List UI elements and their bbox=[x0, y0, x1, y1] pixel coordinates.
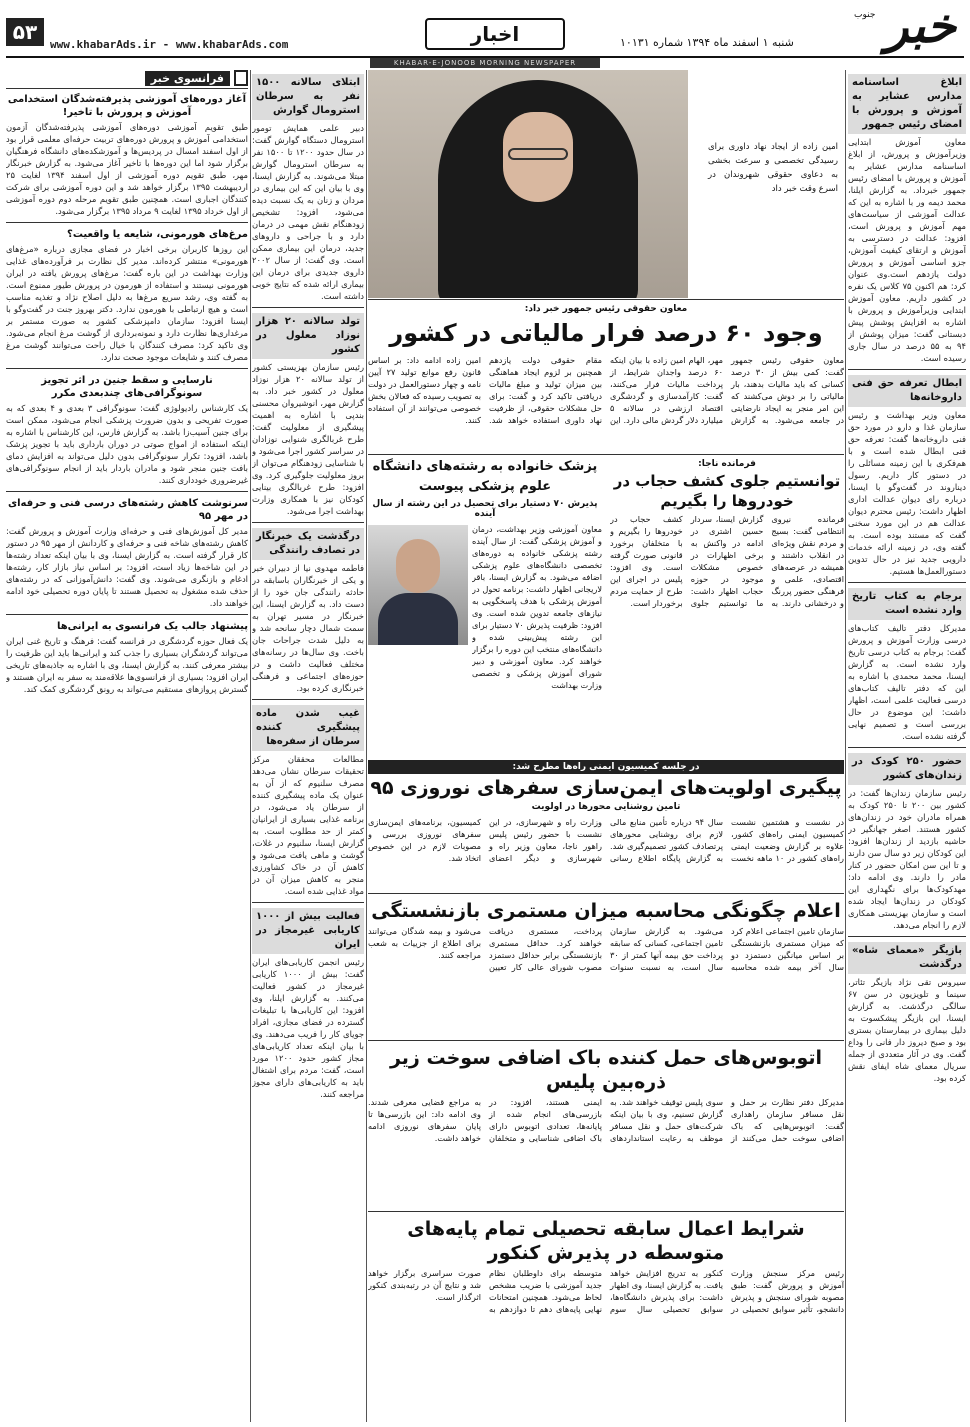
article-body: طبق تقویم آموزشی دوره‌های آموزشی پذیرفته‌شدگان آزمون استخدامی آموزش و پرورش دوره‌های تربیت حرفه‌ای معلمی قرار بود از اول اسفند امسال در پردیس‌ها و آموزشکده‌های دانشگاه فرهنگیان برگزار شود اما این دوره‌ها با تاخیر آغاز می‌شود. به گزارش خبرنگار مهر، طبق تقویم دوره آموزشی از اول اسفند ۱۳۹۴ لغایت ۲۵ اردیبهشت ۱۳۹۵ برگزار خواهد شد و این دوره آموزشی برای شرکت کنندگان اجباری است. همچنین طبق تقویم مرحله دوم دوره آموزشی از اول خرداد ۱۳۹۵ لغایت ۹ مرداد ۱۳۹۵ برگزار می‌شود. bbox=[6, 122, 248, 216]
lead-photo bbox=[368, 70, 688, 298]
divider bbox=[848, 747, 966, 748]
website-link[interactable]: www.khabarAds.ir - www.khabarAds.com bbox=[50, 38, 289, 51]
hijab-body: فرمانده نیروی انتظامی گفت: بسیج و مردم نقش ویژه‌ای در انقلاب داشتند و همیشه در عرصه‌های اقتصادی، علمی و فرهنگی حضور پررنگ و درخشانی دارند. به گزارش ایسنا، سردار حسین اشتری در ادامه در واکنش به برخی اظهارات در خصوص مشکلات موجود در حوزه حجاب اظهار داشت: ما توانستیم جلوی کشف حجاب در خودروها را بگیریم و با متخلفان برخورد قانونی صورت گرفته است. وی افزود: پلیس در اجرای این طرح از حمایت مردم برخوردار است. bbox=[610, 514, 844, 608]
med-story bbox=[368, 455, 602, 759]
article-body: رئیس انجمن کاریابی‌های ایران گفت: بیش از ۱۰۰۰ کاریابی غیرمجاز در کشور فعالیت می‌کنند. به گزارش ایلنا، وی افزود: این کاریابی‌ها با تبلیغات گسترده در فضای مجازی، افراد جویای کار را فریب می‌دهند. وی با بیان اینکه تعداد کاریابی‌های مجاز کشور حدود ۱۲۰۰ مورد است، گفت: مردم برای اشتغال باید به کاریابی‌های دارای مجوز مراجعه کنند. bbox=[252, 957, 364, 1099]
third-column bbox=[252, 70, 364, 1422]
masthead bbox=[0, 0, 970, 70]
article-body: این روزها کاربران برخی اخبار در فضای مجازی درباره «مرغ‌های هورمونی» منتشر کرده‌اند. مدیر کل نظارت بر فرآورده‌های غذایی وزارت بهداشت در این باره گفت: مرغ‌های پرورش یافته در ایران هورمونی نیستند و استفاده از هورمون در پرورش طیور ممنوع است. به گفته وی، رشد سریع مرغ‌ها به دلیل اصلاح نژاد و تغذیه مناسب است و هیچ ارتباطی با هورمون ندارد. دکتر بهروز جنت در گفت‌وگو با ایسنا افزود: سازمان دامپزشکی کشور به صورت مستمر بر مرغداری‌ها نظارت دارد و نمونه‌برداری از گوشت مرغ انجام می‌شود. وی تاکید کرد: مصرف کنندگان با خیال راحت می‌توانند گوشت مرغ مصرف کنند و شایعات موجود صحت ندارد. bbox=[6, 244, 248, 362]
divider bbox=[848, 936, 966, 937]
article-title[interactable]: ابتلای سالانه ۱۵۰۰ نفر به سرطان استرومال گوارش bbox=[252, 74, 364, 120]
bus-body: مدیرکل دفتر نظارت بر حمل و نقل مسافر سازمان راهداری گفت: اتوبوس‌هایی که باک اضافی سوخت حمل می‌کنند از سوی پلیس توقیف خواهند شد. به گزارش تسنیم، وی با بیان اینکه شرکت‌های حمل و نقل مسافر موظف به رعایت استانداردهای ایمنی هستند، افزود: در بازرسی‌های انجام شده از پایانه‌ها، تعدادی اتوبوس دارای باک اضافی شناسایی و متخلفان به مراجع قضایی معرفی شدند. وی ادامه داد: این بازرسی‌ها تا پایان سفرهای نوروزی ادامه خواهد داشت. bbox=[368, 1097, 844, 1143]
divider bbox=[368, 893, 844, 894]
article-title[interactable]: ابطال تعرفه حق فنی داروخانه‌ها bbox=[848, 375, 966, 407]
konkur-body: رئیس مرکز سنجش وزارت آموزش و پرورش گفت: طبق مصوبه شورای سنجش و پذیرش دانشجو، تأثیر سوابق تحصیلی در کنکور به تدریج افزایش خواهد یافت. به گزارش ایسنا، وی اظهار داشت: برای پذیرش دانشگاه‌ها، سوابق تحصیلی سال سوم متوسطه برای داوطلبان نظام جدید آموزشی با ضریب مشخص لحاظ می‌شود. همچنین امتحانات نهایی پایه‌های دهم تا دوازدهم به صورت سراسری برگزار خواهد شد و نتایج آن در رتبه‌بندی کنکور اثرگذار است. bbox=[368, 1268, 844, 1314]
med-sub: پذیرش ۷۰ دستیار برای تحصیل در این رشته از سال آینده bbox=[372, 499, 598, 519]
divider bbox=[252, 902, 364, 903]
two-story-row bbox=[368, 454, 844, 754]
article-title[interactable]: برجام به کتاب تاریخ وارد نشده است bbox=[848, 588, 966, 620]
portrait-photo bbox=[368, 525, 468, 645]
bus-headline[interactable]: اتوبوس‌های حمل کننده باک اضافی سوخت زیر ذره‌بین پلیس bbox=[389, 1047, 823, 1093]
article-title[interactable]: پیشنهاد جالب یک فرانسوی به ایرانی‌ها bbox=[56, 621, 248, 632]
nowruz-sub: تامین روشنایی محورها در اولویت bbox=[531, 802, 681, 812]
article-title[interactable]: غیب شدن ماده پیشگیری کننده سرطان از سفره‌ها bbox=[252, 705, 364, 751]
column-divider bbox=[366, 70, 367, 1422]
right-column bbox=[848, 70, 966, 1422]
article-body: معاون وزیر بهداشت و رئیس سازمان غذا و دارو در مورد حق فنی داروخانه‌ها گفت: تعرفه حق فنی ابطال شده است و با هم‌فکری با این زمینه مسائلی را در دستور کار داریم. رسول دیناروند در گفت‌وگو با ایسنا، درباره رای دیوان عدالت اداری اظهار داشت: رئیس محترم دیوان عدالت هم در این مورد سخنی گفت که مستند بوده است. به گفته وی، در زمینه ارائه خدمات دارویی جدید نیز در حال تدوین دستورالعمل‌ها هستیم. bbox=[848, 410, 966, 576]
section-tag bbox=[6, 70, 248, 89]
page-number: ۵۳ bbox=[6, 18, 44, 46]
article-title[interactable]: آغاز دوره‌های آموزشی پذیرفته‌شدگان استخدامی آموزش و پرورش با تاخیر! bbox=[7, 94, 247, 118]
article-body: معاون آموزش ابتدایی وزیرآموزش و پرورش، از ابلاغ اساسنامه مدارس عشایر به آموزش و پرورش با امضای رئیس جمهور خبرداد. به گزارش ایلنا، محمد دیمه ور با اشاره به این که عدالت آموزشی از سیاست‌های مهم آموزش و پرورش است، افزود: عدالت در دسترسی به آموزش و ارتقای کیفیت آموزش، جزو اساسی آموزش و پرورش دولت یازدهم است.وی عنوان کرد: هم اکنون ۷۵ کلاس یک نفره در کشور داریم. معاون آموزش ابتدایی وزیرآموزش و پرورش با اشاره به افزایش پوشش پیش دبستانی گفت: میزان پوشش از ۹۴ به ۵۵ درصد در سال جاری رسیده است. bbox=[848, 137, 966, 363]
pension-headline[interactable]: اعلام چگونگی محاسبه میزان مستمری بازنشستگی bbox=[371, 900, 841, 922]
nowruz-body: در نشست و هشتمین نشست کمیسیون ایمنی راه‌های کشور، علاوه بر گزارش وضعیت ایمنی راه‌های کشور در ۱۰ ماهه نخست سال ۹۴ درباره تأمین منابع مالی لازم برای روشنایی محورهای پرتصادف کشور تصمیم‌گیری شد. به گزارش پایگاه اطلاع رسانی وزارت راه و شهرسازی، در این نشست با حضور رئیس پلیس راهور ناجا، معاون وزیر راه و شهرسازی و دیگر اعضای کمیسیون، برنامه‌های ایمن‌سازی سفرهای نوروزی بررسی و مصوبات لازم در این خصوص اتخاذ شد. bbox=[368, 817, 844, 863]
hijab-story bbox=[610, 455, 844, 763]
article-body: مدیر کل آموزش‌های فنی و حرفه‌ای وزارت آموزش و پرورش گفت: کاهش رشته‌های شاخه فنی و حرفه‌ای و کاردانش از مهر ۹۵ در دستور کار قرار گرفته است. به گزارش ایسنا، وی با بیان اینکه تعداد رشته‌ها در این شاخه‌ها زیاد است، افزود: بر اساس نیاز بازار کار، رشته‌ها ادغام و بازنگری می‌شوند. وی گفت: دانش‌آموزانی که در رشته‌های حذف شده مشغول به تحصیل هستند تا پایان دوره تحصیلی خود ادامه خواهند داد. bbox=[6, 526, 248, 608]
article-body: رئیس سازمان زندان‌ها گفت: در کشور بین ۲۰۰ تا ۲۵۰ کودک به همراه مادران خود در زندان‌های کشور هستند. اصغر جهانگیر در حاشیه بازدید از زندان‌ها افزود: این کودکان زیر دو سال سن دارند و تا این سن امکان حضور در کنار مادر را دارند. وی ادامه داد: مهدکودک‌ها برای نگهداری این کودکان در زندان‌ها ایجاد شده است و سازمان بهزیستی همکاری لازم را انجام می‌دهد. bbox=[848, 788, 966, 930]
main-block bbox=[368, 70, 844, 1422]
article-title[interactable]: حضور ۲۵۰ کودک در زندان‌های کشور bbox=[848, 753, 966, 785]
divider bbox=[252, 307, 364, 308]
dateline: شنبه ۱ اسفند ماه ۱۳۹۴ شماره ۱۰۱۳۱ bbox=[620, 36, 794, 49]
article-title[interactable]: تولد سالانه ۲۰ هزار نوزاد معلول در کشور bbox=[252, 313, 364, 359]
divider bbox=[252, 699, 364, 700]
med-headline[interactable]: پزشک خانواده به رشته‌های دانشگاه علوم پزشکی پیوست bbox=[372, 459, 598, 494]
divider bbox=[848, 369, 966, 370]
article-title[interactable]: بازیگر «معمای شاه» درگذشت bbox=[848, 942, 966, 974]
logo-text: خبر bbox=[885, 0, 956, 54]
divider bbox=[6, 614, 248, 615]
article-title[interactable]: مرغ‌های هورمونی، شایعه یا واقعیت؟ bbox=[67, 229, 248, 240]
article-title[interactable]: درگذشت یک خبرنگار در تصادف رانندگی bbox=[252, 528, 364, 560]
divider bbox=[368, 1211, 844, 1212]
divider bbox=[6, 222, 248, 223]
article-body: سیروس تقی نژاد بازیگر تئاتر، سینما و تلویزیون در سن ۶۷ سالگی درگذشت. به گزارش ایسنا، این بازیگر پیشکسوت به دلیل بیماری در بیمارستان بستری بود و صبح دیروز دار فانی را وداع گفت. وی در آثار متعددی از جمله سریال معمای شاه ایفای نقش کرده بود. bbox=[848, 977, 966, 1083]
article-body: مطالعات محققان مرکز تحقیقات سرطان نشان می‌دهد مصرف سلنیوم که از آن به عنوان یک ماده پیشگیری کننده از سرطان یاد می‌شود، در برنامه غذایی بسیاری از ایرانیان کمتر از حد مطلوب است. به گزارش ایسنا، سلنیوم در غلات، گوشت و ماهی یافت می‌شود و کاهش آن در خاک کشاورزی منجر به کاهش میزان آن در مواد غذایی شده است. bbox=[252, 754, 364, 896]
lead-kicker: معاون حقوقی رئیس جمهور خبر داد: bbox=[524, 304, 688, 314]
left-column bbox=[6, 70, 248, 1422]
document-icon bbox=[234, 70, 248, 86]
article-body: رئیس سازمان بهزیستی کشور از تولد سالانه ۲۰ هزار نوزاد معلول در کشور خبر داد. به گزارش مهر، انوشیروان محسنی بندپی با اشاره به اهمیت پیشگیری از معلولیت گفت: طرح غربالگری شنوایی نوزادان در سراسر کشور اجرا می‌شود و با شناسایی زودهنگام می‌توان از بروز معلولیت جلوگیری کرد. وی افزود: طرح غربالگری بینایی کودکان نیز با همکاری وزارت بهداشت اجرا می‌شود. bbox=[252, 362, 364, 516]
article-title[interactable]: نارسایی و سقط جنین در اثر تجویز سونوگرافی‌های چندبعدی مکرر bbox=[41, 375, 213, 399]
article-title[interactable]: سرنوشت کاهش رشته‌های درسی فنی و حرفه‌ای در مهر ۹۵ bbox=[7, 498, 248, 522]
nowruz-banner: در جلسه کمیسیون ایمنی راه‌ها مطرح شد: bbox=[368, 760, 844, 774]
article-body: یک فعال حوزه گردشگری در فرانسه گفت: فرهنگ و تاریخ غنی ایران می‌تواند گردشگران بسیاری را جذب کند و ایرانی‌ها باید این ظرفیت را بیشتر معرفی کنند. به گزارش ایسنا، وی با اشاره به جاذبه‌های تاریخی ایران افزود: بسیاری از فرانسوی‌ها علاقه‌مند به سفر به ایران هستند و گسترش پروازهای مستقیم می‌تواند به رونق گردشگری کمک کند. bbox=[6, 636, 248, 694]
logo-suffix: جنوب bbox=[854, 10, 876, 20]
med-body: معاون آموزشی وزیر بهداشت، درمان و آموزش پزشکی گفت: از سال آینده رشته پزشکی خانواده به دوره‌های تخصصی دانشگاه‌های علوم پزشکی اضافه می‌شود. به گزارش ایسنا، باقر لاریجانی اظهار داشت: برنامه تحول در آموزش پزشکی با هدف پاسخگویی به نیازهای جامعه تدوین شده است. وی افزود: ظرفیت پذیرش ۷۰ دستیار برای این رشته پیش‌بینی شده و دانشگاه‌های منتخب این دوره را برگزار خواهند کرد. معاون آموزشی و دبیر شورای آموزش پزشکی و تخصصی وزارت بهداشت bbox=[472, 524, 602, 690]
article-body: مدیرکل دفتر تالیف کتاب‌های درسی وزارت آموزش و پرورش گفت: برجام به کتاب درسی تاریخ وارد نشده است. به گزارش ایسنا، محمد محمدی با اشاره به این که دفتر تالیف کتاب‌های درسی فعالیت علمی است، اظهار داشت: این موضوع در حال بررسی است و تصمیم نهایی گرفته نشده است. bbox=[848, 623, 966, 741]
column-divider bbox=[845, 70, 846, 1422]
article-body: یک کارشناس رادیولوژی گفت: سونوگرافی ۳ بعدی و ۴ بعدی که به صورت تفریحی و بدون ضرورت پزشکی انجام می‌شود، ممکن است برای جنین آسیب‌زا باشد. به گزارش فارس، این کارشناس با اشاره به اینکه استفاده از امواج صوتی در دوران بارداری باید با تجویز پزشک باشد، افزود: تکرار سونوگرافی بدون دلیل می‌تواند به افزایش دمای بافت جنین منجر شود و مادران باردار باید از انجام سونوگرافی‌های غیرضروری خودداری کنند. bbox=[6, 403, 248, 485]
divider bbox=[6, 491, 248, 492]
article-title[interactable]: فعالیت بیش از ۱۰۰۰ کاریابی غیرمجاز در ایران bbox=[252, 908, 364, 954]
english-strip: KHABAR-E-JONOOB MORNING NEWSPAPER bbox=[370, 58, 600, 68]
article-body: دبیر علمی همایش تومور استرومال دستگاه گوارش گفت: در سال حدود ۱۲۰۰ تا ۱۵۰۰ نفر به سرطان استرومال گوارش مبتلا می‌شوند. به گزارش ایسنا، وی با بیان این که این بیماری در مردان و زنان به یک نسبت دیده می‌شود، افزود: تشخیص زودهنگام نقش مهمی در درمان دارد و با جراحی و داروهای جدید، درمان این بیماری ممکن است. وی گفت: از سال ۲۰۰۲ داروی جدیدی برای درمان این بیماری ارائه شده که نتایج خوبی داشته است. bbox=[252, 123, 364, 301]
lead-body: معاون حقوقی رئیس جمهور گفت: کمی بیش از ۳۰ درصد کسانی که باید مالیات بدهند، بار مالیاتی را بر دوش می‌کشند که این امر منجر به ایجاد نارضایتی در جامعه می‌شود. به گزارش مهر، الهام امین زاده با بیان اینکه ۶۰ درصد واجدان شرایط، از پرداخت مالیات فرار می‌کنند، گفت: کارآمدسازی و گردشگری اقتصاد ارزشی در سالانه ۵ میلیارد دلار گردش مالی دارد. این مقام حقوقی دولت یازدهم همچنین بر لزوم ایجاد هماهنگی بین میزان تولید و مبلغ مالیات دریافتی تاکید کرد و گفت: برای حل مشکلات حقوقی، از ظرفیت نهاد داوری استفاده خواهد شد. امین زاده ادامه داد: بر اساس قانون رفع موانع تولید ۲۷ آیین نامه و چهار دستورالعمل در دولت به تصویب رسیده که فعالان بخش خصوصی می‌توانند از آن استفاده کنند. bbox=[368, 355, 844, 425]
divider bbox=[252, 522, 364, 523]
section-title: اخبار bbox=[425, 18, 565, 50]
photo-caption: امین زاده از ایجاد نهاد داوری برای رسیدگی تخصصی و سرعت بخشی به دعاوی حقوقی شهروندان در اسرع وقت خبر داد bbox=[708, 142, 838, 194]
lead-photo-area bbox=[368, 70, 844, 300]
divider bbox=[848, 582, 966, 583]
pension-body: سازمان تامین اجتماعی اعلام کرد که میزان مستمری بازنشستگی بر اساس میانگین دستمزد دو سال آخر بیمه شده محاسبه می‌شود. به گزارش سازمان تامین اجتماعی، کسانی که سابقه پرداخت حق بیمه آنها کمتر از ۳۰ سال است، به نسبت سنوات پرداخت، مستمری دریافت خواهند کرد. حداقل مستمری بازنشستگی برابر حداقل دستمزد مصوب شورای عالی کار تعیین می‌شود و بیمه شدگان می‌توانند برای اطلاع از جزییات به شعب مراجعه کنند. bbox=[368, 926, 844, 972]
konkur-headline[interactable]: شرایط اعمال سابقه تحصیلی تمام پایه‌های متوسطه در پذیرش کنکور bbox=[407, 1218, 805, 1264]
hijab-kicker: فرمانده ناجا: bbox=[698, 459, 756, 469]
article-title[interactable]: ابلاغ اساسنامه مدارس عشایر به آموزش و پرورش با امضای رئیس جمهور bbox=[848, 74, 966, 134]
divider bbox=[6, 368, 248, 369]
nowruz-headline[interactable]: پیگیری اولویت‌های ایمن‌سازی سفرهای نوروزی ۹۵ bbox=[370, 777, 842, 799]
lead-headline[interactable]: وجود ۶۰ درصد فرار مالیاتی در کشور bbox=[389, 319, 823, 347]
newspaper-logo bbox=[850, 0, 960, 58]
divider bbox=[368, 1040, 844, 1041]
section-tag-label: فرانسوی خبر bbox=[145, 71, 230, 86]
hijab-headline[interactable]: توانستیم جلوی کشف حجاب در خودروها را بگیریم bbox=[613, 472, 841, 510]
portrait-caption: معاون آموزشی و دبیر شورای آموزش پزشکی و تخصصی وزارت بهداشت bbox=[472, 657, 602, 690]
column-divider bbox=[250, 70, 251, 1422]
article-body: فاطمه مهدوی نیا از دبیران خبر و یکی از خبرنگاران باسابقه در حادثه رانندگی جان خود را از دست داد. به گزارش ایسنا، این خبرنگار در مسیر تهران به سمت شمال دچار سانحه شد و به دلیل شدت جراحات جان باخت. وی سال‌ها در رسانه‌های مختلف فعالیت داشت و در حوزه‌های اجتماعی و فرهنگی خبرنگاری کرده بود. bbox=[252, 563, 364, 693]
